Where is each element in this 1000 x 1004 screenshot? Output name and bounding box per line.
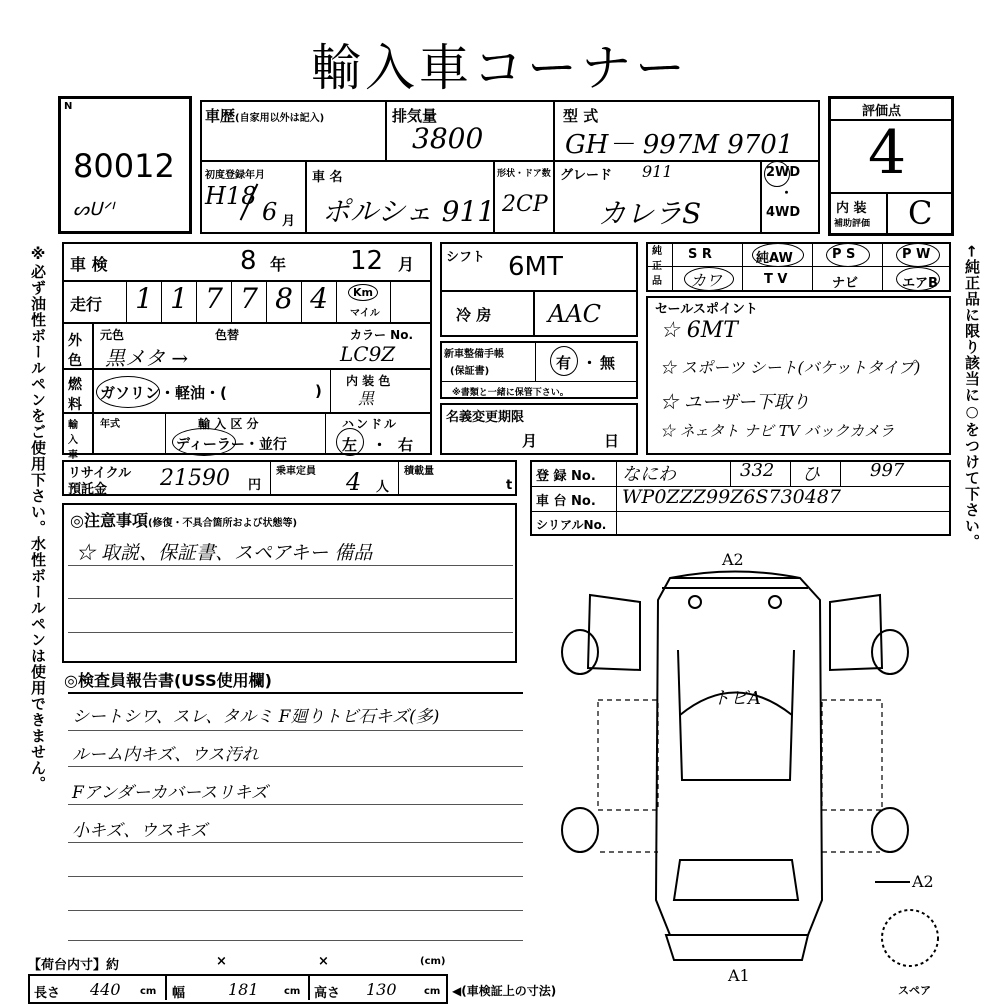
body-type-label: 形状・ドア数 bbox=[497, 169, 551, 179]
reg-no-area: なにわ bbox=[622, 464, 676, 485]
cargo-len-unit: cm bbox=[140, 986, 157, 997]
diagram-right-mark: A2 bbox=[912, 872, 934, 891]
model-value: GH－ 997M 9701 bbox=[565, 130, 794, 160]
sales-item: ☆ 6MT bbox=[660, 318, 738, 343]
fuel-close: ) bbox=[315, 382, 322, 400]
equip-pw: P W bbox=[902, 247, 931, 262]
handle-left-circle bbox=[336, 428, 364, 456]
report-line: Fアンダーカバースリキズ bbox=[72, 783, 268, 803]
equip-aw: 純AW bbox=[756, 251, 793, 266]
cargo-label: 【荷台内寸】約 bbox=[28, 958, 120, 973]
cargo-x2: × bbox=[318, 954, 329, 969]
mileage-extra-box bbox=[390, 282, 431, 322]
color-orig-value: 黒メタ → bbox=[105, 346, 189, 370]
lot-scribble: ᔕᑌᐟᑊ bbox=[73, 199, 114, 220]
shift-label: シフト bbox=[446, 250, 486, 265]
interior-color-value: 黒 bbox=[358, 389, 375, 408]
lot-number: 80012 bbox=[73, 147, 175, 185]
grade-value: カレラS bbox=[598, 197, 702, 230]
mileage-digit: 7 bbox=[196, 282, 231, 322]
handle-left: 左 bbox=[342, 436, 358, 454]
report-label: ◎検査員報告書(USS使用欄) bbox=[64, 671, 272, 690]
sales-item: ☆ ネェタト ナビ TV バックカメラ bbox=[660, 422, 895, 440]
interior-sub: 補助評価 bbox=[834, 219, 871, 229]
manual-dot: ・ bbox=[582, 354, 598, 372]
report-line: ルーム内キズ、ウス汚れ bbox=[72, 745, 259, 765]
recycle-unit: 円 bbox=[248, 478, 262, 493]
drive-2wd-circle bbox=[764, 161, 790, 187]
mileage-digit: 1 bbox=[126, 282, 161, 322]
capacity-label: 乗車定員 bbox=[276, 466, 316, 477]
first-reg-label: 初度登録年月 bbox=[205, 170, 265, 181]
equip-leather-circle bbox=[684, 267, 734, 291]
diagram-spare: スペア bbox=[898, 984, 931, 997]
cargo-hgt-label: 高さ bbox=[314, 986, 341, 1001]
report-line: シートシワ、スレ、タルミ F廻りトビ石キズ(多) bbox=[72, 707, 440, 727]
lot-box bbox=[58, 96, 192, 234]
history-label: 車歴(自家用以外は記入) bbox=[205, 107, 325, 125]
equip-airbag: エアB bbox=[902, 276, 938, 291]
mileage-digit: 1 bbox=[161, 282, 196, 322]
name-change-day: 日 bbox=[604, 432, 620, 450]
cargo-len-label: 長さ bbox=[34, 986, 61, 1001]
grade-hint: 911 bbox=[642, 162, 673, 181]
first-reg-month: 6 bbox=[262, 198, 278, 226]
rating-label: 評価点 bbox=[862, 104, 902, 119]
equip-pw-circle bbox=[896, 243, 940, 267]
manual-label-top: 新車整備手帳 bbox=[444, 349, 504, 360]
capacity-value: 4 bbox=[346, 468, 362, 496]
left-note: ※必ず油性ボールペンをご使用下さい。水性ボールペンは使用できません。 bbox=[29, 245, 47, 792]
color-code-value: LC9Z bbox=[340, 342, 396, 366]
displacement-value: 3800 bbox=[412, 122, 484, 155]
mileage-digit: 4 bbox=[301, 282, 337, 322]
equip-aw-circle bbox=[752, 243, 804, 267]
inspection-year-unit: 年 bbox=[270, 255, 287, 274]
equip-leather: カワ bbox=[690, 271, 723, 290]
sales-item: ☆ スポーツ シート(バケットタイプ) bbox=[660, 358, 921, 377]
cargo-unit: (cm) bbox=[420, 956, 446, 967]
cargo-wid-unit: cm bbox=[284, 986, 301, 997]
manual-label-bottom: (保証書) bbox=[450, 366, 490, 377]
mileage-digits bbox=[126, 282, 337, 322]
mileage-label: 走行 bbox=[70, 295, 103, 314]
diagram-bottom-mark: A1 bbox=[728, 966, 750, 985]
lot-corner: N bbox=[64, 101, 73, 112]
chassis-label: 車 台 No. bbox=[536, 494, 596, 509]
car-diagram bbox=[540, 540, 960, 980]
equip-airbag-circle bbox=[896, 267, 940, 291]
ac-label: 冷 房 bbox=[456, 306, 492, 324]
chassis-value: WP0ZZZ99Z6S730487 bbox=[622, 486, 842, 508]
reg-no-num: 997 bbox=[870, 460, 905, 481]
cargo-wid-value: 181 bbox=[228, 980, 259, 999]
reg-no-kana: ひ bbox=[802, 464, 820, 485]
car-name-value: ポルシェ 911 bbox=[322, 195, 496, 228]
import-type-value: ディーラー・並行 bbox=[176, 437, 287, 453]
interior-label: 内 装 bbox=[836, 201, 867, 216]
fuel-text: ガソリン・軽油・( bbox=[100, 384, 227, 402]
inspection-year: 8 bbox=[240, 246, 257, 276]
equip-ps: P S bbox=[832, 247, 856, 262]
drive-4wd: 4WD bbox=[766, 205, 801, 220]
manual-yes: 有 bbox=[556, 354, 572, 372]
cargo-hgt-value: 130 bbox=[366, 980, 397, 999]
notes-label: ◎注意事項(修復・不具合箇所および状態等) bbox=[70, 511, 298, 530]
cargo-note: ◀(車検証上の寸法) bbox=[452, 984, 557, 998]
manual-no: 無 bbox=[600, 354, 616, 372]
cargo-hgt-unit: cm bbox=[424, 986, 441, 997]
sales-label: セールスポイント bbox=[655, 302, 758, 317]
reg-no-class: 332 bbox=[740, 460, 775, 481]
inspection-label: 車 検 bbox=[70, 255, 108, 274]
recycle-value: 21590 bbox=[160, 466, 230, 491]
page-title: 輸入車コーナー bbox=[311, 39, 689, 97]
color-label: 外色 bbox=[68, 333, 82, 369]
inspection-month: 12 bbox=[350, 246, 384, 276]
displacement-label: 排気量 bbox=[392, 107, 438, 125]
equip-side-label: 純正品 bbox=[652, 246, 662, 287]
color-orig-label: 元色 bbox=[100, 328, 125, 342]
capacity-unit: 人 bbox=[376, 480, 390, 495]
right-note: ←純正品に限り該当に○をつけて下さい。 bbox=[963, 245, 981, 550]
shift-value: 6MT bbox=[508, 252, 563, 282]
handle-label: ハンドル bbox=[342, 417, 399, 431]
notes-value: ☆ 取説、保証書、スペアキー 備品 bbox=[76, 542, 373, 564]
mileage-digit: 8 bbox=[266, 282, 301, 322]
drive-2wd: 2WD bbox=[766, 165, 801, 180]
interior-color-label: 内 装 色 bbox=[346, 374, 391, 388]
diagram-top-mark: A2 bbox=[722, 550, 744, 569]
drive-dot: ・ bbox=[780, 186, 794, 201]
model-label: 型 式 bbox=[563, 107, 599, 125]
serial-label: シリアルNo. bbox=[536, 518, 607, 532]
recycle-label2: 預託金 bbox=[68, 482, 108, 497]
reg-no-label: 登 録 No. bbox=[536, 469, 596, 484]
diagram-roof-mark: トビA bbox=[712, 688, 761, 709]
name-change-month: 月 bbox=[522, 432, 538, 450]
first-reg-month-unit: 月 bbox=[282, 214, 296, 229]
manual-yes-circle bbox=[550, 346, 578, 376]
mileage-unit-mile: マイル bbox=[350, 308, 380, 319]
equip-navi: ナビ bbox=[832, 276, 859, 291]
equip-tv: T V bbox=[764, 272, 788, 287]
import-type-label: 輸 入 区 分 bbox=[198, 417, 259, 431]
fuel-label: 燃料 bbox=[68, 377, 82, 413]
cargo-len-value: 440 bbox=[90, 980, 121, 999]
load-label: 積載量 bbox=[404, 466, 434, 477]
mileage-unit-km: Km bbox=[348, 284, 378, 301]
sales-item: ☆ ユーザー下取り bbox=[660, 392, 810, 413]
color-repaint-label: 色替 bbox=[215, 328, 240, 342]
cargo-x1: × bbox=[216, 954, 227, 969]
color-code-label: カラー No. bbox=[350, 328, 414, 342]
import-label: 輸入車 bbox=[68, 420, 78, 461]
mileage-digit: 7 bbox=[231, 282, 266, 322]
equip-sr: S R bbox=[688, 247, 712, 262]
car-name-label: 車 名 bbox=[312, 170, 343, 185]
handle-right: 右 bbox=[398, 436, 414, 454]
import-year-label: 年式 bbox=[100, 419, 120, 430]
body-type-value: 2CP bbox=[502, 192, 548, 217]
interior-value: C bbox=[908, 194, 933, 232]
manual-note: ※書類と一緒に保管下さい。 bbox=[452, 388, 569, 398]
fuel-gasoline-circle bbox=[96, 376, 160, 408]
ac-value: AAC bbox=[548, 300, 602, 328]
load-unit: t bbox=[506, 478, 513, 493]
grade-label: グレード bbox=[560, 168, 613, 183]
cargo-wid-label: 幅 bbox=[172, 986, 186, 1001]
recycle-label1: リサイクル bbox=[68, 466, 132, 481]
handle-dot: ・ bbox=[372, 436, 388, 454]
first-reg-year: H18 bbox=[205, 182, 257, 210]
rating-value: 4 bbox=[868, 118, 907, 188]
inspection-month-unit: 月 bbox=[398, 255, 415, 274]
equip-ps-circle bbox=[826, 243, 870, 267]
report-line: 小キズ、ウスキズ bbox=[72, 821, 208, 841]
import-dealer-circle bbox=[172, 428, 236, 456]
name-change-label: 名義変更期限 bbox=[446, 410, 525, 425]
